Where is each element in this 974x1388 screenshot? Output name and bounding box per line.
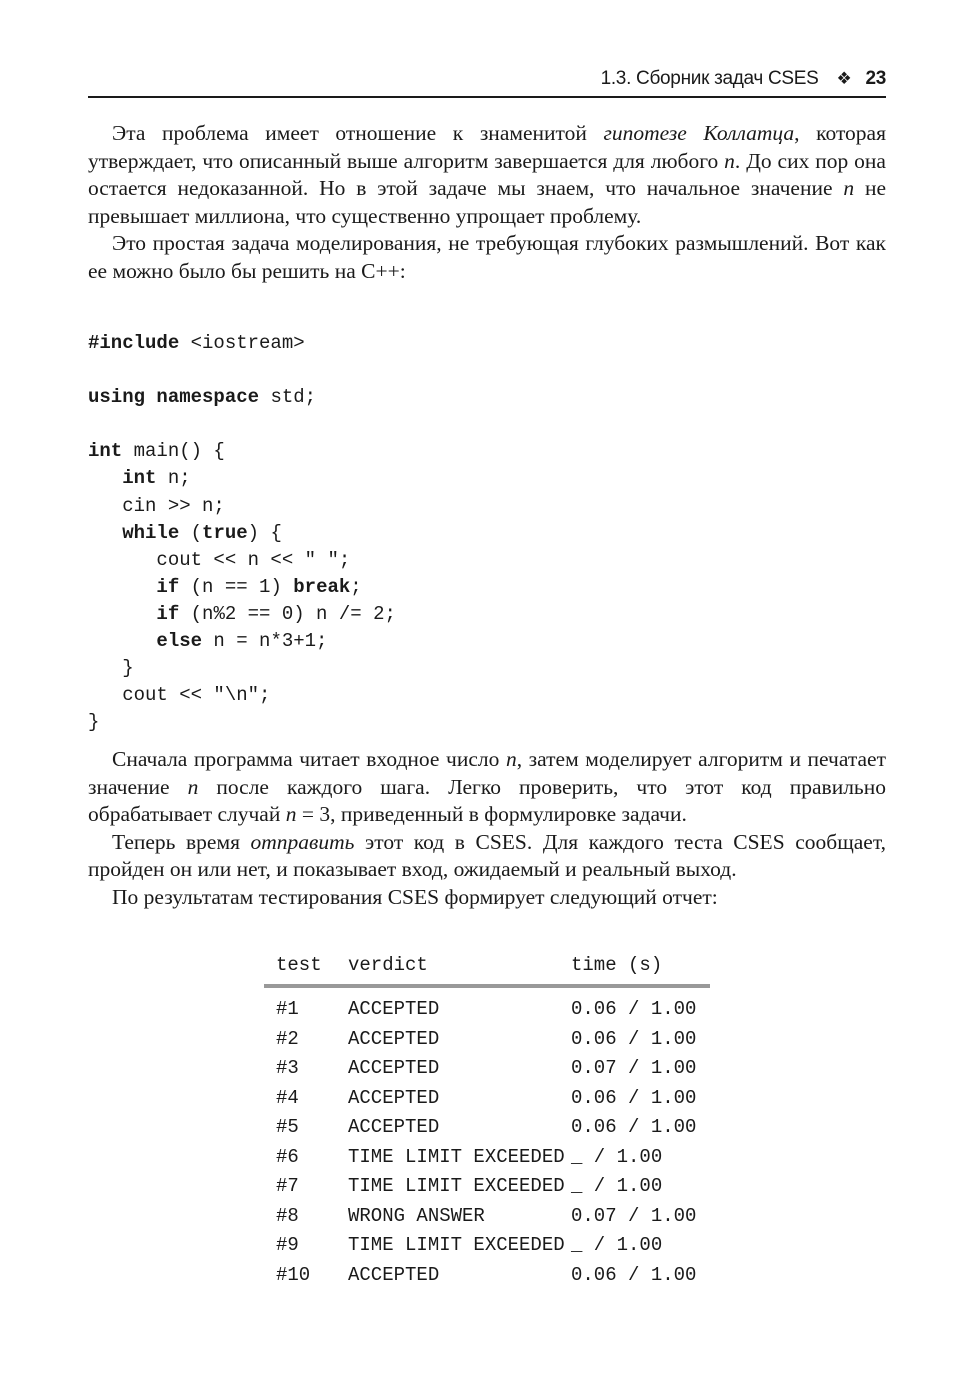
code-keyword: int xyxy=(122,467,157,490)
test-cell: #9 xyxy=(276,1234,299,1256)
italic-run: n xyxy=(505,747,517,771)
time-cell: 0.06 / 1.00 xyxy=(571,1027,697,1050)
verdict-cell: TIME LIMIT EXCEEDED xyxy=(348,1175,565,1197)
time-cell: _ / 1.00 xyxy=(571,1145,663,1168)
test-cell: #1 xyxy=(276,998,299,1020)
code-text: } xyxy=(88,657,134,680)
code-line xyxy=(88,549,350,571)
test-cell: #8 xyxy=(276,1204,299,1227)
text-run: Теперь время xyxy=(112,829,251,854)
verdict-cell: ACCEPTED xyxy=(348,1057,440,1079)
text-run: , затем моделирует алгоритм и печатает значение xyxy=(88,747,886,799)
test-cell: #7 xyxy=(276,1175,299,1197)
column-header-verdict: verdict xyxy=(348,954,428,976)
time-cell: _ / 1.00 xyxy=(571,1175,663,1197)
text-run: после каждого шага. Легко проверить, что этот код правильно обрабатывает случай xyxy=(88,774,886,826)
italic-run: n xyxy=(187,774,199,799)
time-cell: 0.07 / 1.00 xyxy=(571,1057,697,1079)
code-text: (n == 1) xyxy=(179,575,294,598)
text-run: Эта проблема имеет отношение к знаменитой xyxy=(112,121,604,145)
verdict-cell: WRONG ANSWER xyxy=(348,1204,485,1227)
code-line xyxy=(88,440,225,462)
code-listing xyxy=(88,330,396,736)
test-cell: #2 xyxy=(276,1027,299,1050)
report-row xyxy=(264,1146,710,1176)
diamond-separator-icon: ❖ xyxy=(836,69,852,88)
code-text: cout << "\n"; xyxy=(88,684,271,707)
report-row xyxy=(264,1175,710,1205)
report-row xyxy=(264,1087,710,1117)
code-keyword: while xyxy=(122,521,180,544)
code-line xyxy=(88,332,305,354)
code-text: cin >> n; xyxy=(88,494,225,517)
code-line xyxy=(88,467,191,489)
code-text: std; xyxy=(259,386,317,409)
code-line xyxy=(88,495,225,517)
report-row xyxy=(264,1264,710,1294)
time-cell: 0.06 / 1.00 xyxy=(571,1086,697,1109)
report-row xyxy=(264,1205,710,1235)
test-cell: #10 xyxy=(276,1263,311,1286)
code-text xyxy=(88,467,122,489)
italic-run: n xyxy=(843,176,855,200)
paragraph xyxy=(88,120,886,230)
code-text: (n%2 == 0) n /= 2; xyxy=(179,602,396,625)
code-text xyxy=(88,603,156,625)
report-rows xyxy=(264,988,710,1293)
code-text: } xyxy=(88,711,100,734)
text-run: , которая утверждает, что описанный выше алгоритм завершается для любого xyxy=(88,121,886,173)
italic-run: n xyxy=(724,148,735,173)
code-line xyxy=(88,522,282,544)
code-text xyxy=(88,522,122,544)
text-run: = 3, приведенный в формулировке задачи. xyxy=(296,802,687,826)
column-header-time: time (s) xyxy=(571,954,663,976)
time-cell: 0.06 / 1.00 xyxy=(571,1263,697,1286)
verdict-cell: TIME LIMIT EXCEEDED xyxy=(348,1145,565,1168)
code-text xyxy=(88,630,156,652)
report-row xyxy=(264,1116,710,1146)
code-text: ( xyxy=(179,521,203,544)
header-right xyxy=(601,68,886,90)
report-row xyxy=(264,1057,710,1087)
text-run: По результатам тестирования CSES формирует следующий отчет: xyxy=(112,884,718,909)
paragraph xyxy=(88,746,886,829)
column-header-test: test xyxy=(276,954,322,976)
running-header xyxy=(88,68,886,98)
time-cell: _ / 1.00 xyxy=(571,1234,663,1256)
test-cell: #4 xyxy=(276,1086,299,1109)
test-report-table xyxy=(264,954,710,1293)
report-row xyxy=(264,1028,710,1058)
test-cell: #3 xyxy=(276,1057,299,1079)
verdict-cell: ACCEPTED xyxy=(348,1086,440,1109)
verdict-cell: ACCEPTED xyxy=(348,1116,440,1138)
code-line xyxy=(88,603,396,625)
paragraph xyxy=(88,829,886,884)
test-cell: #5 xyxy=(276,1116,299,1138)
code-keyword: using xyxy=(88,386,146,409)
time-cell: 0.06 / 1.00 xyxy=(571,1116,697,1138)
body-text-bottom xyxy=(88,746,886,911)
code-text: n; xyxy=(156,467,191,490)
code-keyword: namespace xyxy=(156,386,260,409)
verdict-cell: ACCEPTED xyxy=(348,1263,440,1286)
section-title: 1.3. Сборник задач CSES xyxy=(600,68,819,89)
paragraph xyxy=(88,230,886,285)
time-cell: 0.07 / 1.00 xyxy=(571,1204,697,1227)
text-run: Это простая задача моделирования, не требующая глубоких размышлений. Вот как ее можно было бы решить на C++: xyxy=(88,231,886,283)
verdict-cell: ACCEPTED xyxy=(348,998,440,1020)
time-cell: 0.06 / 1.00 xyxy=(571,998,697,1020)
verdict-cell: ACCEPTED xyxy=(348,1027,440,1050)
code-line xyxy=(88,657,134,679)
test-cell: #6 xyxy=(276,1145,299,1168)
code-text xyxy=(88,576,156,598)
code-keyword: int xyxy=(88,440,123,463)
text-run: не превышает миллиона, что существенно упрощает проблему. xyxy=(88,176,886,228)
body-text-top xyxy=(88,120,886,285)
text-run: . До сих пор она остается недоказанной. Но в этой задаче мы знаем, что начальное значение xyxy=(88,148,886,200)
code-text: ) { xyxy=(247,521,282,544)
code-line xyxy=(88,576,362,598)
code-keyword: if xyxy=(156,602,180,625)
code-text: ; xyxy=(350,575,362,598)
report-row xyxy=(264,1234,710,1264)
verdict-cell: TIME LIMIT EXCEEDED xyxy=(348,1234,565,1256)
text-run: Сначала программа читает входное число xyxy=(112,747,506,771)
code-keyword: true xyxy=(202,521,248,544)
code-keyword: #include xyxy=(88,332,180,354)
italic-run: гипотезе Коллатца xyxy=(603,121,795,145)
code-keyword: if xyxy=(156,575,180,598)
code-line xyxy=(88,684,270,706)
paragraph xyxy=(88,884,886,912)
code-text: n = n*3+1; xyxy=(202,630,328,653)
italic-run: отправить xyxy=(250,829,355,854)
code-text: <iostream> xyxy=(179,332,305,354)
report-row xyxy=(264,998,710,1028)
code-line xyxy=(88,711,99,733)
code-line xyxy=(88,630,327,652)
code-text: cout << n << " "; xyxy=(88,548,351,571)
code-keyword: else xyxy=(156,630,203,653)
code-line xyxy=(88,386,316,408)
text-run: этот код в CSES. Для каждого теста CSES сообщает, пройден он или нет, и показывает вход, ожидаемый и реальный выход. xyxy=(88,829,886,881)
report-header-row xyxy=(264,954,710,984)
code-text: main() { xyxy=(122,440,225,463)
page-number: 23 xyxy=(865,68,886,89)
code-text xyxy=(145,386,156,408)
italic-run: n xyxy=(285,802,297,826)
code-keyword: break xyxy=(293,575,351,598)
